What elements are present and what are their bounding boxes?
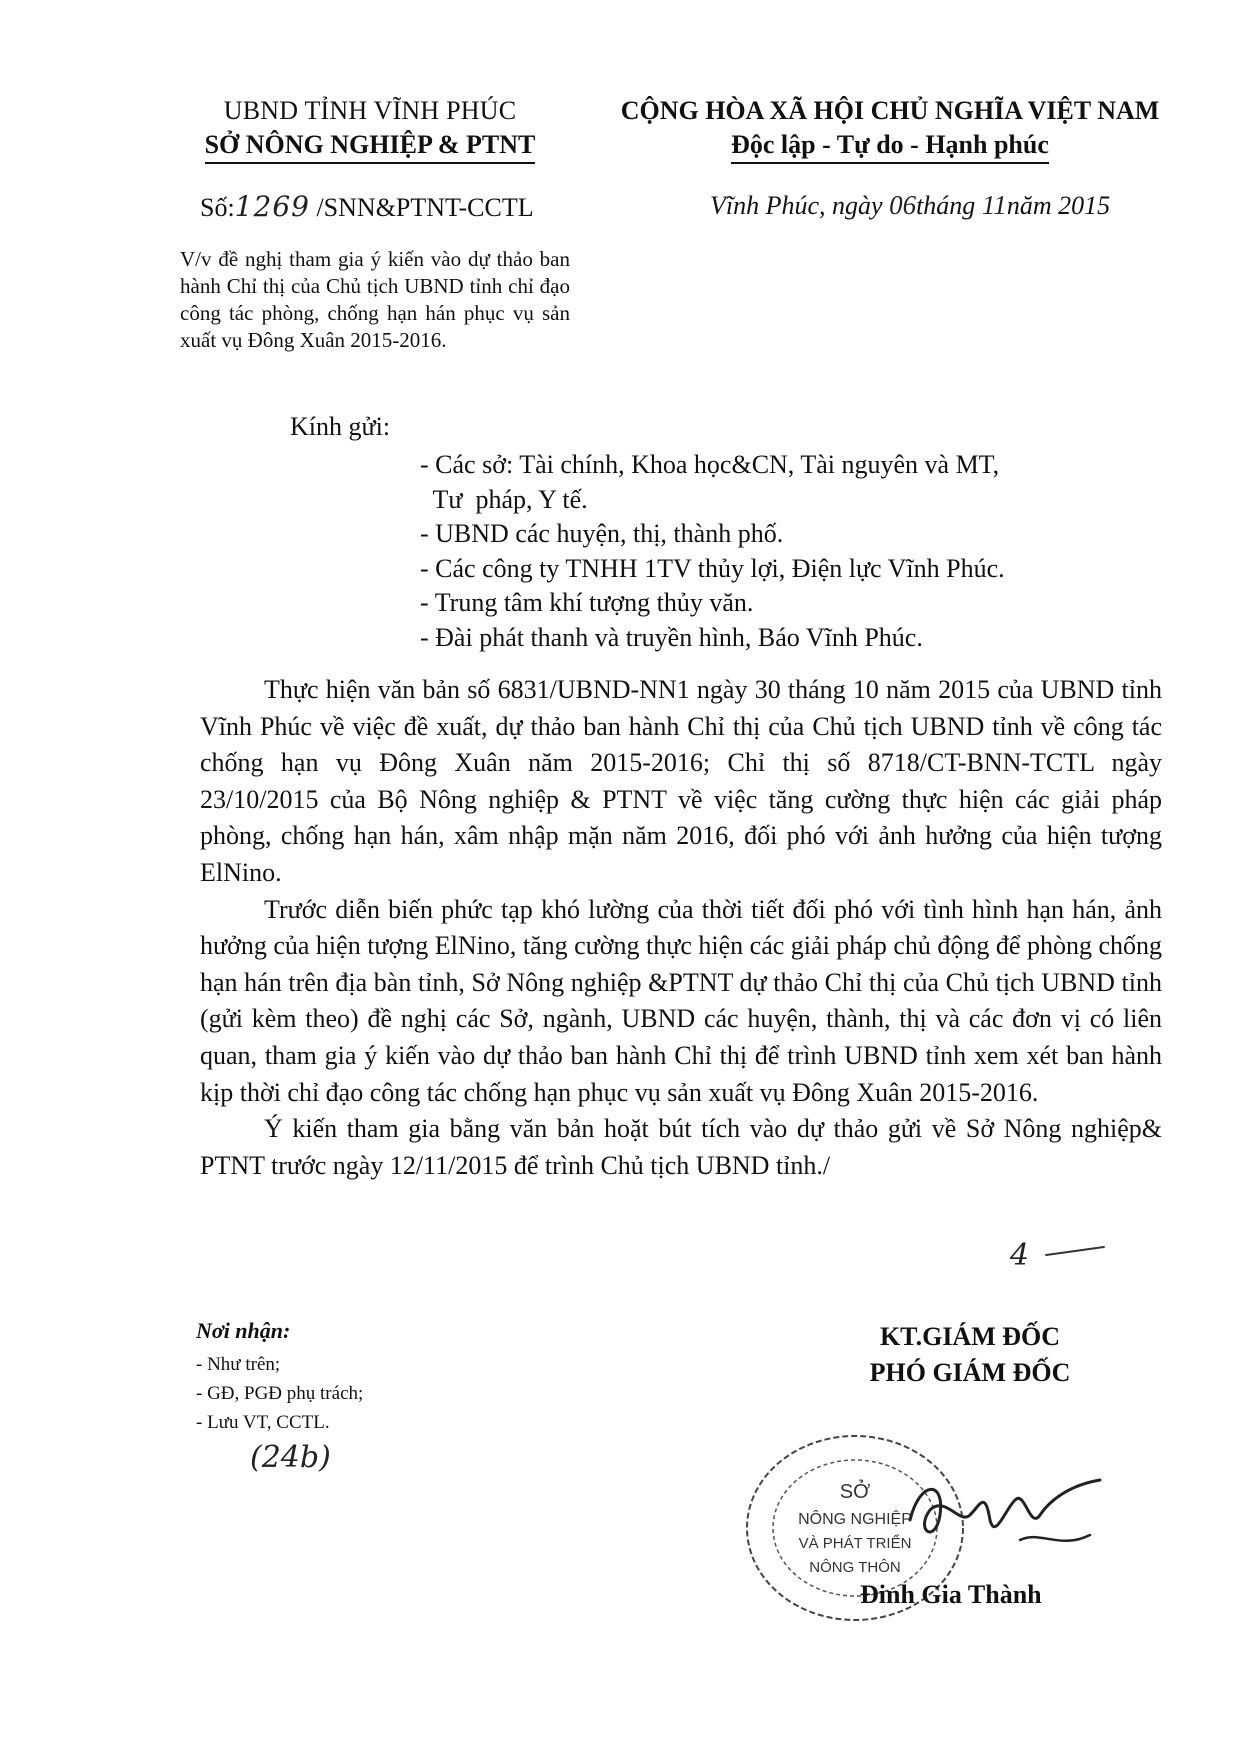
body-paragraph: Ý kiến tham gia bằng văn bản hoặt bút tích vào dự thảo gửi về Sở Nông nghiệp& PTNT trước ngày 12/11/2015 để trình Chủ tịch UBND tỉnh./ (200, 1114, 1162, 1180)
recipient-item: - UBND các huyện, thị, thành phố. (420, 519, 784, 548)
national-motto (590, 130, 1190, 164)
recipient-item: Tư pháp, Y tế. (420, 484, 588, 514)
recipient-item: - Các sở: Tài chính, Khoa học&CN, Tài nguyên và MT, (420, 450, 1000, 479)
date-day: 06 (889, 190, 917, 220)
document-number-prefix: Số: (200, 193, 235, 222)
signer-name: Đinh Gia Thành (860, 1580, 1042, 1609)
recipients-greeting: Kính gửi: (290, 412, 391, 441)
document-number-value: 1269 (234, 190, 310, 223)
signature-title-1: KT.GIÁM ĐỐC (879, 1322, 1061, 1351)
document-date (710, 190, 1110, 221)
seal-text-bottom: NÔNG THÔN (809, 1559, 901, 1576)
date-month-label: tháng (916, 191, 982, 220)
handwritten-copy-count: (24b) (250, 1440, 331, 1475)
distribution-list (196, 1350, 363, 1437)
recipient-item: - Đài phát thanh và truyền hình, Báo Vĩnh Phúc. (420, 622, 923, 652)
handwritten-signature-icon (900, 1460, 1130, 1570)
document-body (200, 672, 1162, 1184)
document-subject: V/v đề nghị tham gia ý kiến vào dự thảo ban hành Chỉ thị của Chủ tịch UBND tỉnh chỉ đạo công tác phòng, chống hạn hán phục vụ sản xuất vụ Đông Xuân 2015-2016. (180, 247, 570, 352)
recipient-item: - Các công ty TNHH 1TV thủy lợi, Điện lực Vĩnh Phúc. (420, 553, 1005, 583)
date-place-prefix: Vĩnh Phúc, ngày (710, 191, 890, 220)
signature-title-2: PHÓ GIÁM ĐỐC (869, 1358, 1071, 1387)
national-motto-text: Độc lập - Tự do - Hạnh phúc (731, 130, 1049, 164)
date-year-label: năm 2015 (1006, 191, 1111, 220)
seal-text-mid: NÔNG NGHIỆP (798, 1511, 912, 1528)
document-number-suffix: /SNN&PTNT-CCTL (309, 193, 534, 222)
handwritten-end-stroke (1045, 1246, 1105, 1256)
seal-text-low: VÀ PHÁT TRIỂN (798, 1535, 912, 1552)
body-paragraph: Thực hiện văn bản số 6831/UBND-NN1 ngày 30 tháng 10 năm 2015 của UBND tỉnh Vĩnh Phúc về việc đề xuất, dự thảo ban hành Chỉ thị của Chủ tịch UBND tỉnh về công tác chống hạn vụ Đông Xuân năm 2015-2016; Chỉ thị số 8718/CT-BNN-TCTL ngày 23/10/2015 của Bộ Nông nghiệp & PTNT về việc tăng cường thực hiện các giải pháp phòng, chống hạn hán, xâm nhập mặn năm 2016, đối phó với ảnh hưởng của hiện tượng ElNino. (200, 675, 1162, 887)
distribution-item: - GĐ, PGĐ phụ trách; (196, 1383, 364, 1404)
seal-text-top: SỞ (839, 1481, 871, 1503)
issuer-department (175, 130, 565, 164)
distribution-item: - Lưu VT, CCTL. (196, 1412, 330, 1433)
recipient-item: - Trung tâm khí tượng thủy văn. (420, 588, 754, 617)
date-month: 11 (981, 190, 1007, 220)
issuer-department-text: SỞ NÔNG NGHIỆP & PTNT (205, 130, 536, 164)
distribution-item: - Như trên; (196, 1354, 281, 1375)
issuer-province: UBND TỈNH VĨNH PHÚC (223, 96, 517, 125)
distribution-title: Nơi nhận: (196, 1318, 291, 1343)
recipients-list (420, 448, 1160, 655)
body-paragraph: Trước diễn biến phức tạp khó lường của thời tiết đối phó với tình hình hạn hán, ảnh hưởng của hiện tượng ElNino, tăng cường thực hiện các giải pháp chủ động để phòng chống hạn hán trên địa bàn tỉnh, Sở Nông nghiệp &PTNT dự thảo Chỉ thị của Chủ tịch UBND tỉnh (gửi kèm theo) đề nghị các Sở, ngành, UBND các huyện, thành, thị và các đơn vị có liên quan, tham gia ý kiến vào dự thảo ban hành Chỉ thị để trình UBND tỉnh xem xét ban hành kịp thời chỉ đạo công tác chống hạn phục vụ sản xuất vụ Đông Xuân 2015-2016. (200, 894, 1162, 1107)
national-title: CỘNG HÒA XÃ HỘI CHỦ NGHĨA VIỆT NAM (620, 96, 1160, 125)
handwritten-end-mark: 4 (1010, 1238, 1030, 1273)
document-number (200, 190, 534, 223)
